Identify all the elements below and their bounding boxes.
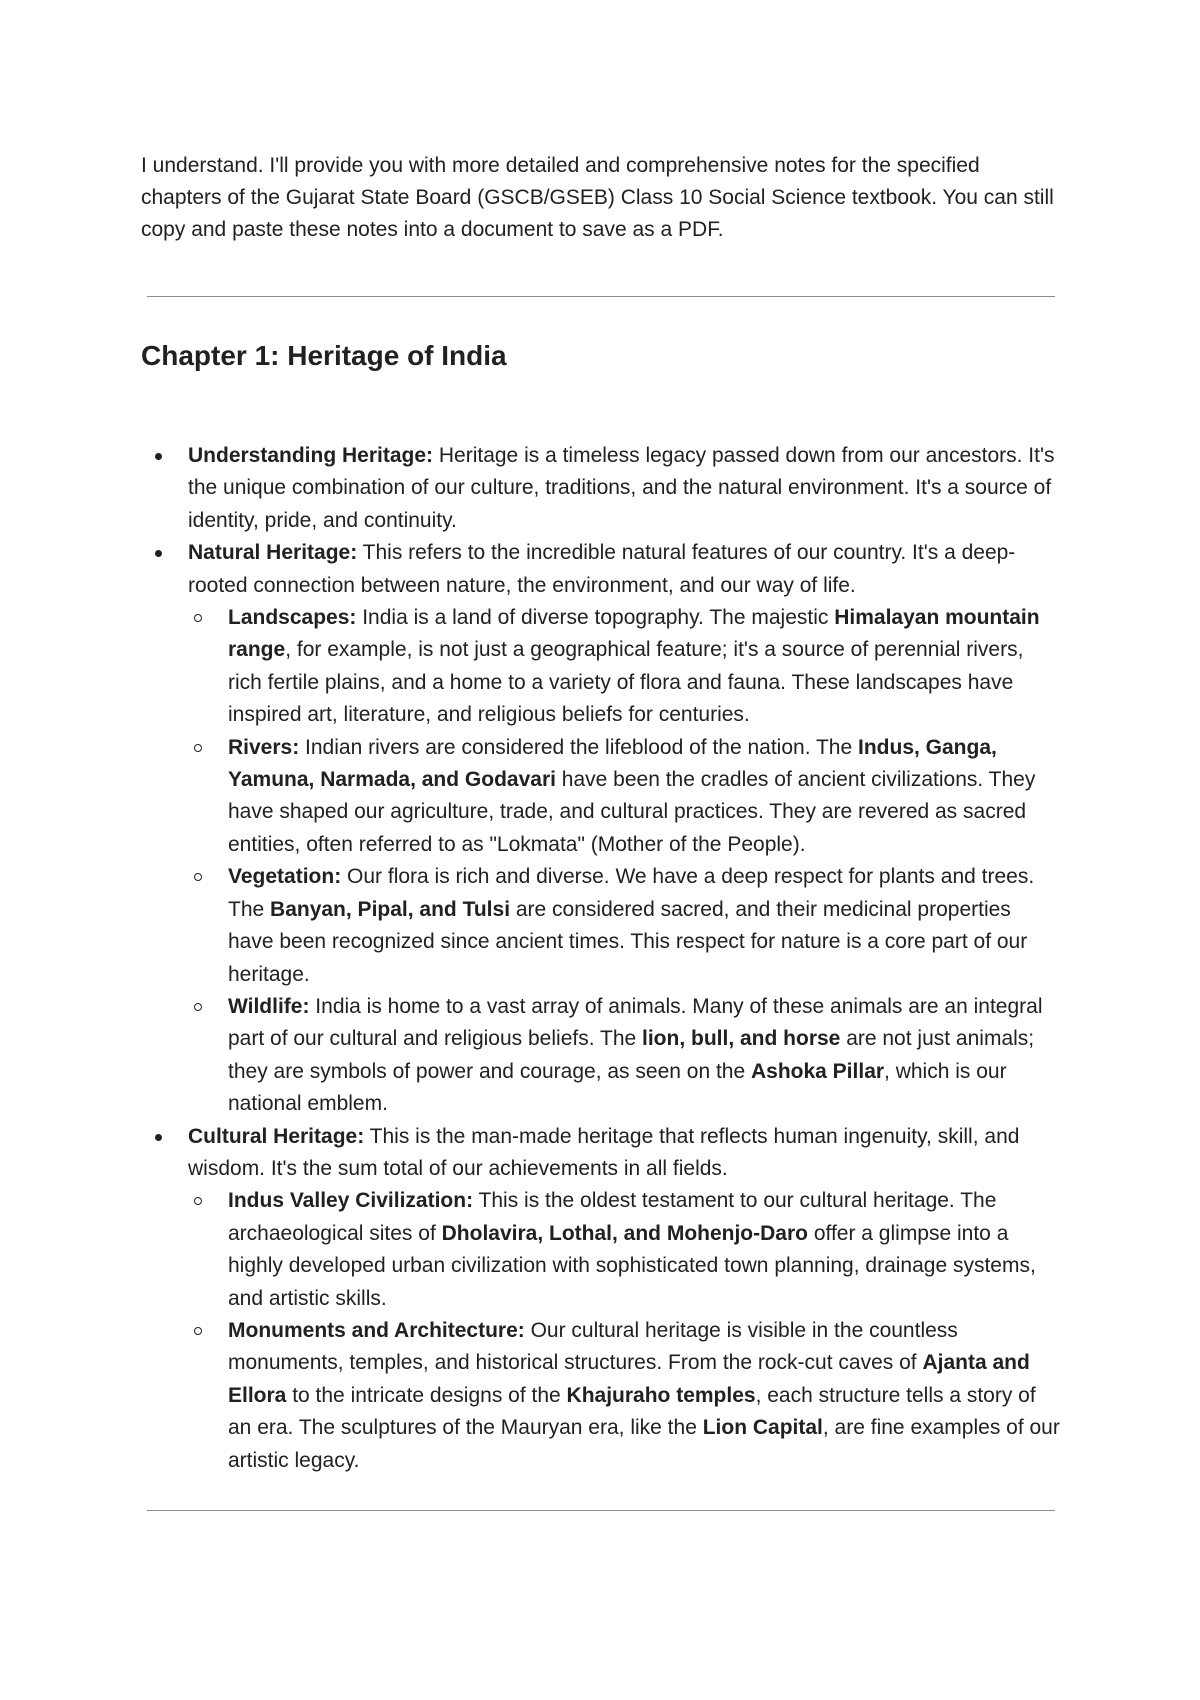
sublist-item-wildlife (188, 991, 1061, 1121)
item-text: are considered sacred, and their medicinal properties have been recognized since ancient times. This respect for nature is a core part of our heritage. (228, 897, 1028, 986)
item-text: India is a land of diverse topography. The majestic (356, 606, 835, 630)
item-text: This is the oldest testament to our cultural heritage. The archaeological sites of (228, 1189, 997, 1245)
sublist-item-landscapes (188, 602, 1061, 732)
section-divider-bottom (147, 1510, 1055, 1511)
item-text: This refers to the incredible natural features of our country. It's a deep-rooted connection between nature, the environment, and our way of life. (188, 541, 1016, 597)
heritage-list (141, 440, 1061, 1477)
chapter-title: Chapter 1: Heritage of India (141, 340, 507, 371)
item-text: , for example, is not just a geographical feature; it's a source of perennial rivers, rich fertile plains, and a home to a variety of flora and fauna. These landscapes have inspired art, literature, and religious beliefs for centuries. (228, 638, 1024, 727)
item-text: to the intricate designs of the (286, 1383, 567, 1407)
sublist-item-vegetation (188, 861, 1061, 991)
section-divider-top (147, 296, 1055, 297)
item-text: Indian rivers are considered the lifeblood of the nation. The (299, 735, 858, 759)
item-label: Rivers: (228, 735, 300, 759)
item-label: Vegetation: (228, 865, 342, 889)
item-text: Heritage is a timeless legacy passed down from our ancestors. It's the unique combination of our culture, traditions, and the natural environment. It's a source of identity, pride, and continuity. (188, 444, 1055, 532)
item-text: , each structure tells a story of an era. The sculptures of the Mauryan era, like the (228, 1383, 1036, 1440)
list-item-natural-heritage (141, 537, 1061, 1120)
item-emphasis: Lion Capital (702, 1416, 823, 1440)
item-text: , which is our national emblem. (228, 1059, 1007, 1116)
item-emphasis: Ashoka Pillar (750, 1059, 885, 1083)
sublist-item-indus-valley (188, 1185, 1061, 1315)
item-emphasis: Dholavira, Lothal, and Mohenjo-Daro (441, 1221, 808, 1245)
cultural-heritage-sublist (188, 1185, 1061, 1477)
item-label: Natural Heritage: (188, 541, 358, 565)
item-text: Our cultural heritage is visible in the countless monuments, temples, and historical structures. From the rock-cut caves of (228, 1318, 958, 1375)
item-label: Understanding Heritage: (188, 444, 434, 467)
sublist-item-monuments (188, 1315, 1061, 1477)
natural-heritage-sublist (188, 602, 1061, 1121)
item-text: This is the man-made heritage that reflects human ingenuity, skill, and wisdom. It's the sum total of our achievements in all fields. (188, 1124, 1020, 1180)
item-emphasis: Banyan, Pipal, and Tulsi (270, 897, 511, 921)
list-item-understanding-heritage (141, 440, 1061, 537)
list-item-cultural-heritage (141, 1121, 1061, 1477)
item-text: have been the cradles of ancient civilizations. They have shaped our agriculture, trade, and cultural practices. They are revered as sacred entities, often referred to as "Lokmata" (Mother of the People). (228, 768, 1036, 856)
item-label: Cultural Heritage: (188, 1124, 365, 1148)
intro-paragraph: I understand. I'll provide you with more detailed and comprehensive notes for the specified chapters of the Gujarat State Board (GSCB/GSEB) Class 10 Social Science textbook. You can still copy and paste these notes into a document to save as a PDF. (141, 154, 1054, 241)
item-emphasis: Himalayan mountain range (228, 606, 1040, 662)
item-label: Indus Valley Civilization: (228, 1189, 474, 1213)
item-label: Landscapes: (228, 606, 357, 630)
item-text: Our flora is rich and diverse. We have a deep respect for plants and trees. The (228, 865, 1035, 921)
item-emphasis: Ajanta and Ellora (228, 1351, 1030, 1407)
sublist-item-rivers (188, 732, 1061, 862)
item-emphasis: Khajuraho temples (566, 1383, 756, 1407)
document-page (141, 150, 1061, 1472)
item-label: Wildlife: (228, 994, 310, 1018)
item-text: offer a glimpse into a highly developed urban civilization with sophisticated town planning, drainage systems, and artistic skills. (228, 1221, 1036, 1310)
item-emphasis: Indus, Ganga, Yamuna, Narmada, and Godavari (228, 735, 997, 792)
item-text: , are fine examples of our artistic legacy. (228, 1416, 1060, 1472)
item-label: Monuments and Architecture: (228, 1318, 525, 1342)
item-text: India is home to a vast array of animals. Many of these animals are an integral part of our cultural and religious beliefs. The (228, 994, 1043, 1051)
item-emphasis: lion, bull, and horse (642, 1027, 841, 1051)
item-text: are not just animals; they are symbols of power and courage, as seen on the (228, 1027, 1035, 1083)
